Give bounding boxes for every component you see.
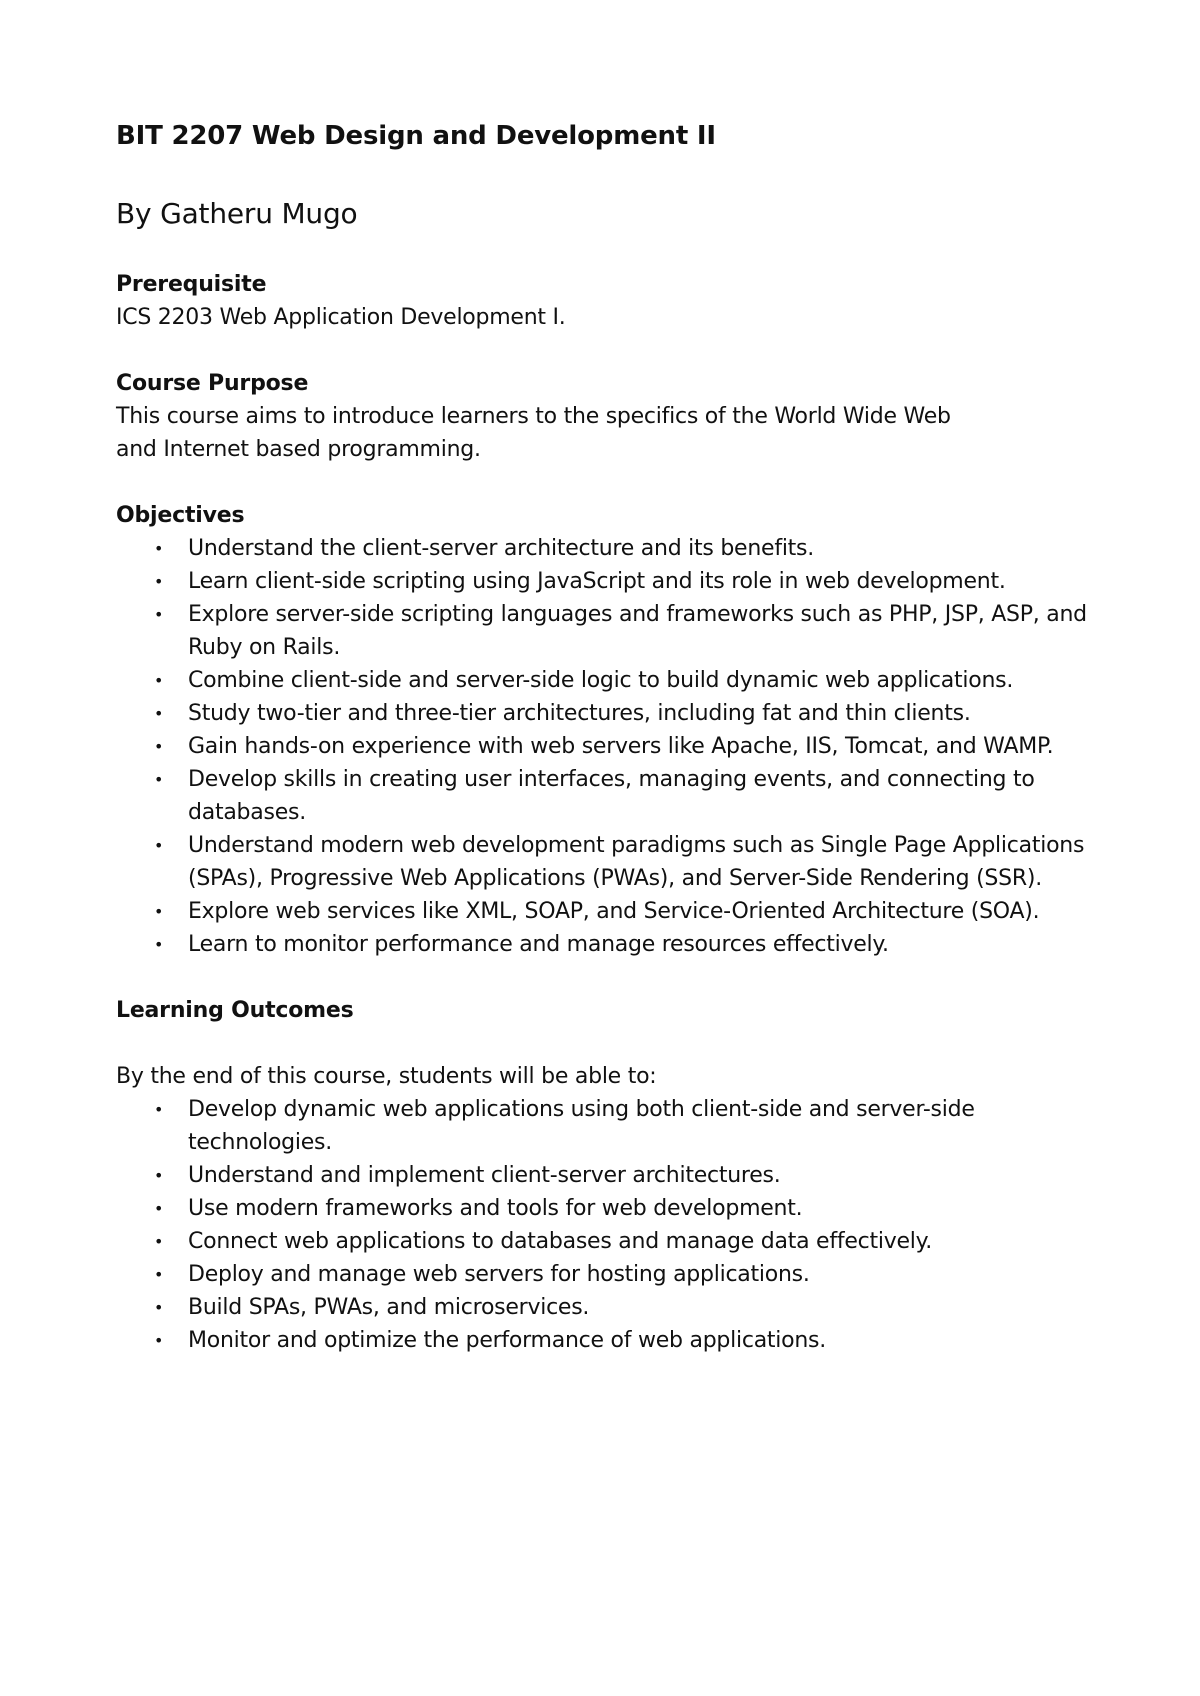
- list-item-text: Explore server-side scripting languages and frameworks such as PHP, JSP, ASP, and Ruby on Rails.: [188, 602, 1087, 660]
- bullet-icon: •: [154, 902, 164, 921]
- list-item: [116, 829, 1096, 895]
- document-title: BIT 2207 Web Design and Development II: [116, 121, 716, 151]
- list-item: [116, 532, 1096, 565]
- prerequisite-heading: Prerequisite: [116, 272, 267, 297]
- document-author: By Gatheru Mugo: [116, 197, 358, 230]
- list-item: [116, 598, 1096, 664]
- objectives-heading: Objectives: [116, 503, 245, 528]
- document-body: [116, 118, 1096, 1357]
- list-item-text: Explore web services like XML, SOAP, and Service-Oriented Architecture (SOA).: [188, 899, 1040, 924]
- bullet-icon: •: [154, 704, 164, 723]
- list-item: [116, 928, 1096, 961]
- course-purpose-heading: Course Purpose: [116, 371, 309, 396]
- bullet-icon: •: [154, 1331, 164, 1350]
- list-item-text: Study two-tier and three-tier architectures, including fat and thin clients.: [188, 701, 971, 726]
- bullet-icon: •: [154, 1199, 164, 1218]
- list-item: [116, 730, 1096, 763]
- list-item-text: Develop skills in creating user interfaces, managing events, and connecting to databases.: [188, 767, 1035, 825]
- list-item-text: Monitor and optimize the performance of web applications.: [188, 1328, 827, 1353]
- bullet-icon: •: [154, 1166, 164, 1185]
- learning-outcomes-list: [116, 1093, 1096, 1357]
- bullet-icon: •: [154, 836, 164, 855]
- bullet-icon: •: [154, 1232, 164, 1251]
- bullet-icon: •: [154, 671, 164, 690]
- bullet-icon: •: [154, 935, 164, 954]
- list-item: [116, 1225, 1096, 1258]
- learning-outcomes-intro: By the end of this course, students will be able to:: [116, 1064, 657, 1089]
- list-item: [116, 1192, 1096, 1225]
- list-item-text: Learn client-side scripting using JavaScript and its role in web development.: [188, 569, 1006, 594]
- list-item: [116, 565, 1096, 598]
- bullet-icon: •: [154, 572, 164, 591]
- list-item-text: Develop dynamic web applications using both client-side and server-side technologies.: [188, 1097, 975, 1155]
- list-item: [116, 1291, 1096, 1324]
- bullet-icon: •: [154, 1298, 164, 1317]
- list-item: [116, 1159, 1096, 1192]
- list-item-text: Connect web applications to databases and manage data effectively.: [188, 1229, 932, 1254]
- list-item: [116, 763, 1096, 829]
- bullet-icon: •: [154, 737, 164, 756]
- list-item-text: Combine client-side and server-side logic to build dynamic web applications.: [188, 668, 1014, 693]
- prerequisite-section: [116, 268, 1096, 334]
- list-item: [116, 895, 1096, 928]
- bullet-icon: •: [154, 1265, 164, 1284]
- course-purpose-section: [116, 367, 1096, 466]
- list-item-text: Understand the client-server architecture and its benefits.: [188, 536, 815, 561]
- course-purpose-text: This course aims to introduce learners to the specifics of the World Wide Web and Internet based programming.: [116, 404, 951, 462]
- learning-outcomes-heading: Learning Outcomes: [116, 998, 354, 1023]
- objectives-section: [116, 499, 1096, 961]
- list-item-text: Deploy and manage web servers for hosting applications.: [188, 1262, 810, 1287]
- bullet-icon: •: [154, 770, 164, 789]
- list-item-text: Learn to monitor performance and manage resources effectively.: [188, 932, 889, 957]
- list-item: [116, 697, 1096, 730]
- learning-outcomes-section: [116, 994, 1096, 1357]
- list-item: [116, 1324, 1096, 1357]
- list-item: [116, 1093, 1096, 1159]
- bullet-icon: •: [154, 1100, 164, 1119]
- list-item: [116, 664, 1096, 697]
- objectives-list: [116, 532, 1096, 961]
- prerequisite-text: ICS 2203 Web Application Development I.: [116, 305, 566, 330]
- list-item-text: Build SPAs, PWAs, and microservices.: [188, 1295, 590, 1320]
- list-item-text: Use modern frameworks and tools for web development.: [188, 1196, 803, 1221]
- bullet-icon: •: [154, 605, 164, 624]
- list-item-text: Gain hands-on experience with web servers like Apache, IIS, Tomcat, and WAMP.: [188, 734, 1054, 759]
- bullet-icon: •: [154, 539, 164, 558]
- list-item-text: Understand modern web development paradigms such as Single Page Applications (SPAs), Progressive Web Applications (PWAs), and Server-Side Rendering (SSR).: [188, 833, 1085, 891]
- list-item: [116, 1258, 1096, 1291]
- list-item-text: Understand and implement client-server architectures.: [188, 1163, 781, 1188]
